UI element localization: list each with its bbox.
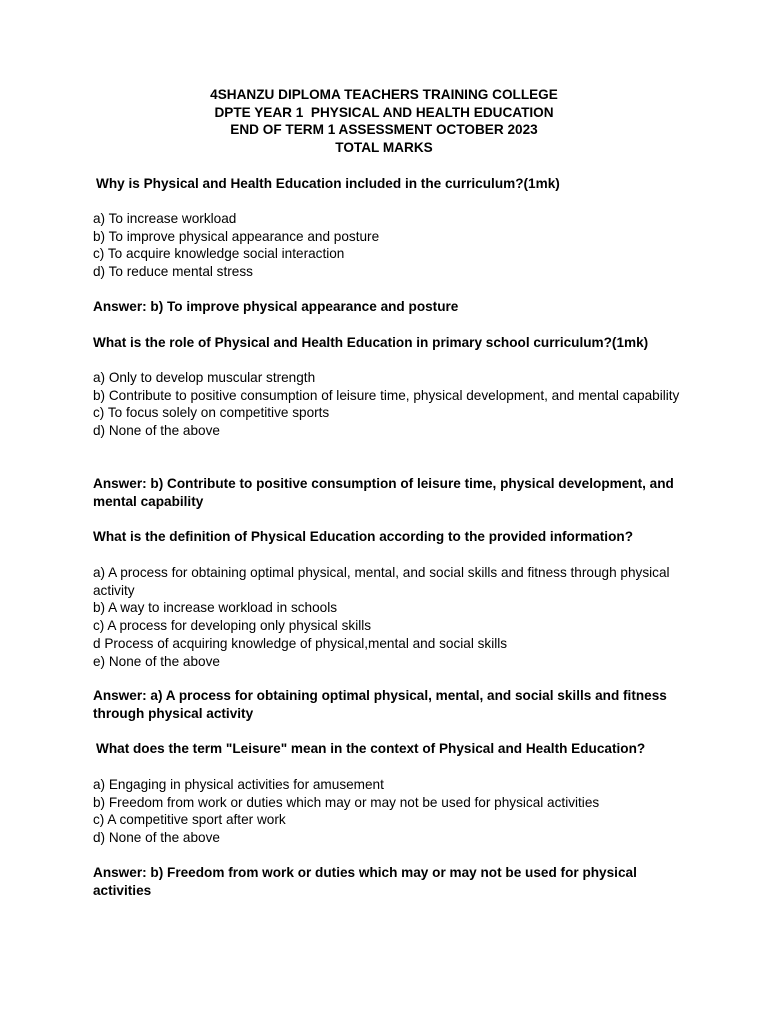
question-4-option-d: d) None of the above: [93, 830, 220, 846]
question-1-options: [93, 210, 683, 281]
question-3: What is the definition of Physical Education according to the provided information?: [93, 529, 633, 544]
question-3-option-e: e) None of the above: [93, 653, 220, 669]
question-4: What does the term "Leisure" mean in the context of Physical and Health Education?: [96, 741, 646, 756]
question-2-option-b: b) Contribute to positive consumption of leisure time, physical development, and mental capability: [93, 387, 680, 403]
question-2: What is the role of Physical and Health Education in primary school curriculum?(1mk): [93, 335, 649, 350]
question-2-answer: Answer: b) Contribute to positive consumption of leisure time, physical development, and mental capability: [93, 476, 674, 509]
assessment-title: END OF TERM 1 ASSESSMENT OCTOBER 2023: [230, 122, 538, 138]
question-4-option-b: b) Freedom from work or duties which may or may not be used for physical activities: [93, 794, 600, 810]
question-3-answer: Answer: a) A process for obtaining optimal physical, mental, and social skills and fitness through physical activity: [93, 688, 667, 721]
question-1: Why is Physical and Health Education included in the curriculum?(1mk): [96, 176, 560, 191]
college-name: 4SHANZU DIPLOMA TEACHERS TRAINING COLLEGE: [210, 87, 558, 102]
question-4-answer: Answer: b) Freedom from work or duties which may or may not be used for physical activities: [93, 865, 637, 898]
question-4-option-c: c) A competitive sport after work: [93, 812, 286, 828]
question-3-option-b: b) A way to increase workload in schools: [93, 600, 338, 616]
course-title: DPTE YEAR 1 PHYSICAL AND HEALTH EDUCATION: [214, 104, 554, 120]
question-2-options: [93, 369, 683, 440]
question-2-option-a: a) Only to develop muscular strength: [93, 370, 316, 385]
question-1-answer: Answer: b) To improve physical appearance and posture: [93, 299, 459, 314]
question-1-option-d: d) To reduce mental stress: [93, 264, 253, 280]
question-1-option-b: b) To improve physical appearance and posture: [93, 228, 380, 244]
document-header: [0, 86, 768, 157]
total-marks: TOTAL MARKS: [335, 140, 433, 156]
question-4-options: [93, 776, 683, 847]
question-1-option-c: c) To acquire knowledge social interaction: [93, 246, 345, 262]
question-3-options: [93, 564, 683, 670]
question-2-option-d: d) None of the above: [93, 423, 220, 439]
question-3-option-d: d Process of acquiring knowledge of physical,mental and social skills: [93, 635, 508, 651]
question-2-option-c: c) To focus solely on competitive sports: [93, 405, 330, 421]
question-1-option-a: a) To increase workload: [93, 211, 237, 226]
question-3-option-a: a) A process for obtaining optimal physical, mental, and social skills and fitness through physical activity: [93, 565, 670, 598]
question-4-option-a: a) Engaging in physical activities for amusement: [93, 777, 384, 792]
question-3-option-c: c) A process for developing only physical skills: [93, 618, 372, 634]
